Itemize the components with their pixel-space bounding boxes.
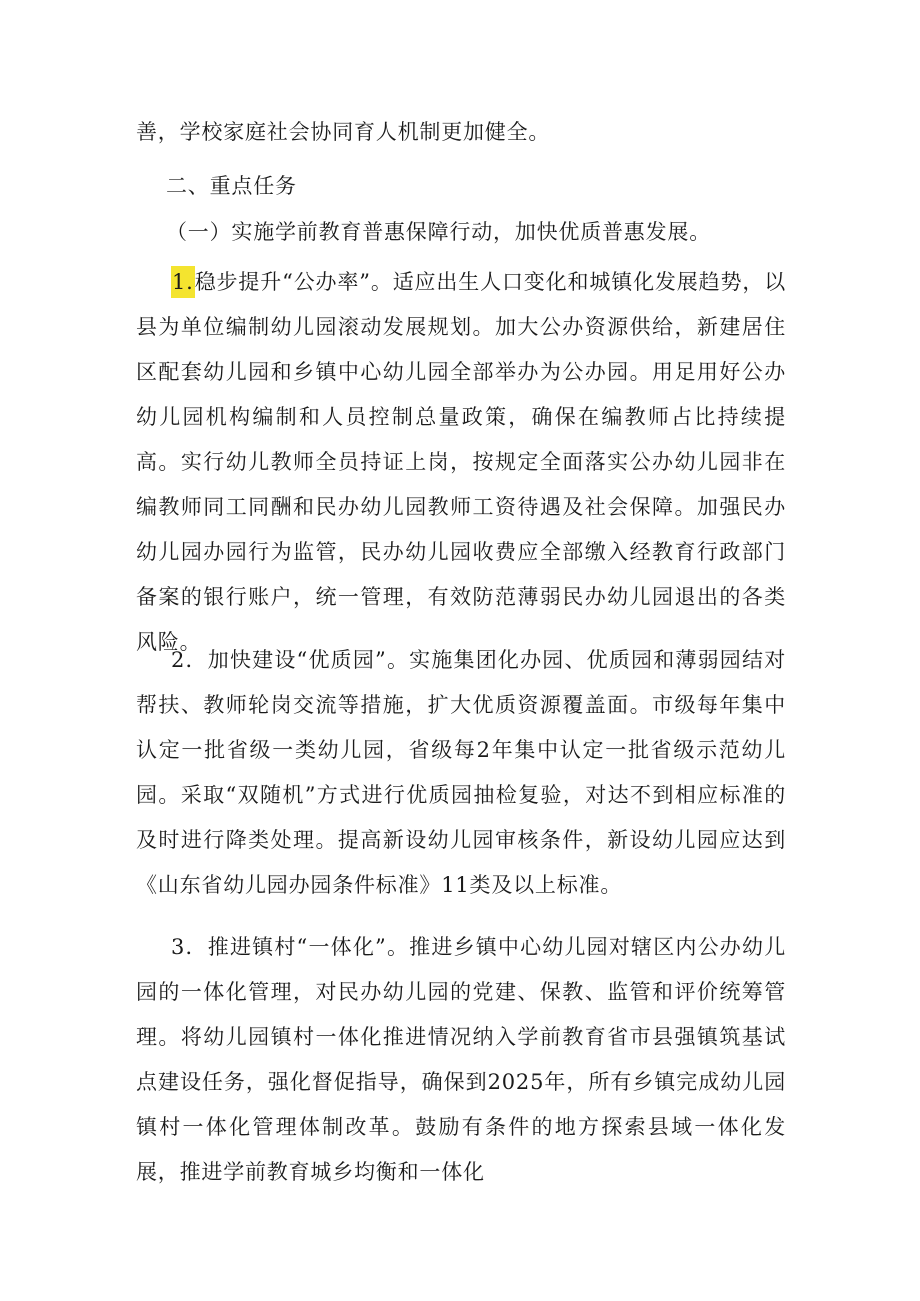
item-3-text: 推进镇村“一体化”。推进乡镇中心幼儿园对辖区内公办幼儿园的一体化管理，对民办幼儿园的党建、保教、监管和评价统筹管理。将幼儿园镇村一体化推进情况纳入学前教育省市县强镇筑基试点建设任务，强化督促指导，确保到2025年，所有乡镇完成幼儿园镇村一体化管理体制改革。鼓励有条件的地方探索县域一体化发展，推进学前教育城乡均衡和一体化 bbox=[136, 935, 786, 1184]
item-2-paragraph bbox=[136, 638, 786, 908]
item-3-paragraph bbox=[136, 925, 786, 1195]
continuation-paragraph: 善，学校家庭社会协同育人机制更加健全。 bbox=[136, 120, 551, 144]
item-3-number: 3． bbox=[171, 935, 208, 959]
subsection-heading: （一）实施学前教育普惠保障行动，加快优质普惠发展。 bbox=[166, 220, 711, 244]
item-2-text: 加快建设“优质园”。实施集团化办园、优质园和薄弱园结对帮扶、教师轮岗交流等措施，扩大优质资源覆盖面。市级每年集中认定一批省级一类幼儿园，省级每2年集中认定一批省级示范幼儿园。采取“双随机”方式进行优质园抽检复验，对达不到相应标准的及时进行降类处理。提高新设幼儿园审核条件，新设幼儿园应达到《山东省幼儿园办园条件标准》11类及以上标准。 bbox=[136, 648, 786, 897]
item-1-paragraph bbox=[136, 260, 786, 665]
item-1-text: 稳步提升“公办率”。适应出生人口变化和城镇化发展趋势，以县为单位编制幼儿园滚动发展规划。加大公办资源供给，新建居住区配套幼儿园和乡镇中心幼儿园全部举办为公办园。用足用好公办幼儿园机构编制和人员控制总量政策，确保在编教师占比持续提高。实行幼儿教师全员持证上岗，按规定全面落实公办幼儿园非在编教师同工同酬和民办幼儿园教师工资待遇及社会保障。加强民办幼儿园办园行为监管，民办幼儿园收费应全部缴入经教育行政部门备案的银行账户，统一管理，有效防范薄弱民办幼儿园退出的各类风险。 bbox=[136, 270, 786, 654]
item-1-number-highlighted: 1. bbox=[171, 266, 195, 298]
section-heading: 二、重点任务 bbox=[166, 174, 297, 198]
item-2-number: 2． bbox=[171, 648, 208, 672]
